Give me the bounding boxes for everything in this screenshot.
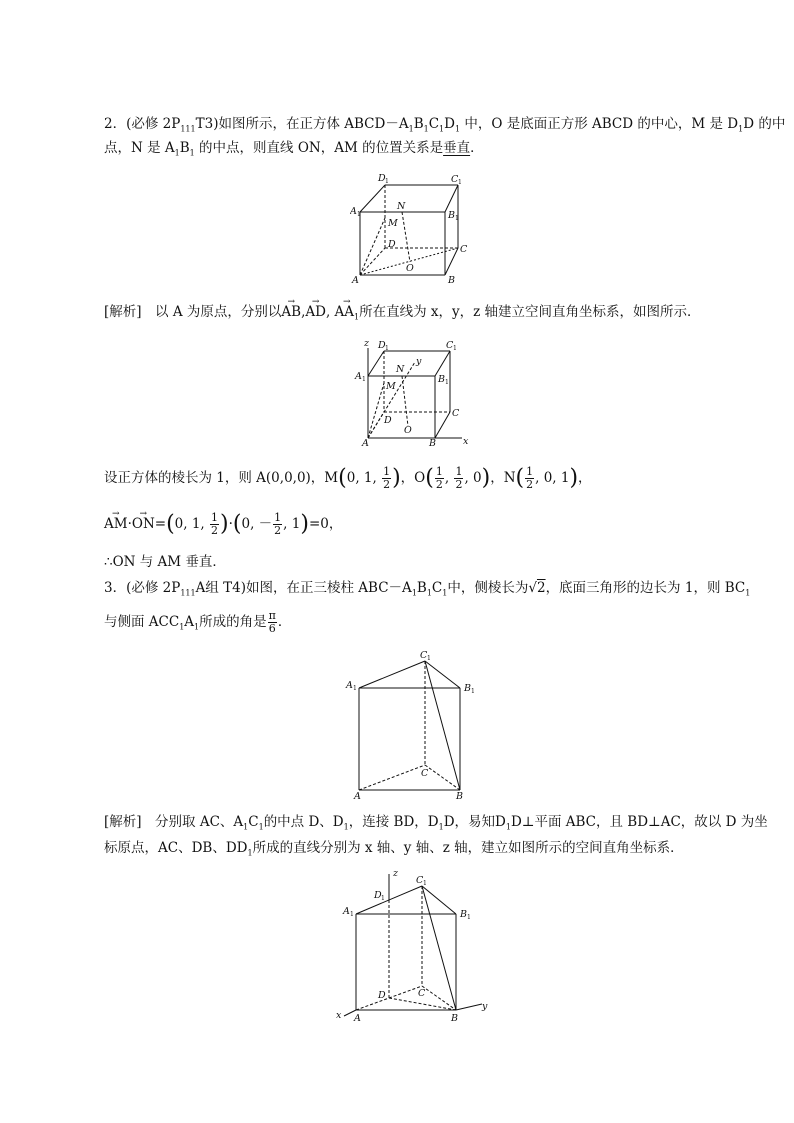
problem2-analysis: [解析] 以 A 为原点，分别以→ AB,→ AD, → $AA_1$所在直线为 x，y，z 轴建立空间直角坐标系，如图所示． — [104, 302, 701, 328]
svg-text:C: C — [420, 650, 428, 661]
svg-text:D: D — [378, 340, 386, 351]
problem3-analysis-line2: 标原点，AC、DB、$DD_1$所成的直线分别为 x 轴、y 轴、z 轴，建立如图所示的空间直角坐标系． — [104, 840, 684, 858]
svg-text:1: 1 — [455, 215, 459, 222]
svg-text:1: 1 — [427, 655, 431, 662]
svg-text:A: A — [346, 680, 353, 691]
svg-text:C: C — [421, 768, 429, 779]
svg-text:N: N — [397, 201, 406, 212]
svg-text:B: B — [456, 791, 463, 800]
svg-text:1: 1 — [458, 179, 462, 186]
cube-figure-1 — [350, 170, 470, 285]
svg-text:B: B — [448, 210, 455, 221]
svg-text:O: O — [406, 263, 414, 274]
svg-text:1: 1 — [423, 880, 427, 887]
svg-text:1: 1 — [362, 376, 366, 383]
problem2-line2: 点，N 是 $A_1B_1$ 的中点，则直线 ON，AM 的位置关系是垂直． — [104, 140, 484, 158]
cube-figure-2 — [350, 338, 475, 450]
svg-text:D: D — [388, 239, 396, 250]
svg-text:N: N — [396, 364, 405, 375]
svg-text:A: A — [362, 438, 369, 449]
conclusion-line: ∴ON 与 AM 垂直． — [104, 554, 226, 570]
svg-text:1: 1 — [353, 685, 357, 692]
svg-text:C: C — [418, 988, 426, 999]
svg-text:z: z — [393, 868, 399, 879]
dot-product-line: → AM·→ ON=(0, 1, $\frac{1}{2}$ )·(0, － $\frac{1}{2}$ , 1)=0， — [104, 512, 342, 537]
prism-figure-1 — [342, 648, 482, 800]
svg-text:C: C — [416, 875, 424, 886]
problem2-answer: 垂直 — [443, 140, 471, 156]
problem3-line1: 3．(必修 $2P_{111}A$组 T4)如图，在正三棱柱 $ABC-A_1B_1C_1$中，侧棱长为√2，底面三角形的边长为 1，则 $BC_1$ — [104, 580, 751, 598]
svg-text:1: 1 — [445, 379, 449, 386]
svg-text:A: A — [343, 906, 350, 917]
svg-text:1: 1 — [471, 688, 475, 695]
coords-line: 设正方体的棱长为 1，则 A(0,0,0)，M(0, 1, $\frac{1}{2}$ )，O( $\frac{1}{2}$ , $\frac{1}{2}$ , 0)，N( $\frac{1}{2}$ , 0, 1)， — [104, 465, 592, 491]
svg-text:B: B — [448, 275, 455, 285]
svg-text:B: B — [451, 1013, 458, 1024]
svg-text:x: x — [336, 1010, 342, 1021]
svg-text:B: B — [429, 438, 436, 449]
svg-text:z: z — [364, 338, 370, 349]
svg-text:B: B — [464, 683, 471, 694]
svg-text:1: 1 — [357, 211, 361, 218]
prism-figure-2 — [334, 866, 494, 1026]
problem2-line1: 2．(必修 $2P_{111}T3$)如图所示，在正方体 $ABCD-A_1B_1C_1D_1$ 中，O 是底面正方形 ABCD 的中心，M 是 $D_1D$ 的中 — [104, 116, 786, 134]
svg-text:C: C — [460, 244, 468, 255]
svg-text:M: M — [388, 218, 398, 229]
svg-text:M: M — [386, 381, 396, 392]
svg-text:x: x — [463, 436, 469, 447]
svg-text:y: y — [416, 356, 422, 367]
svg-text:y: y — [482, 1001, 488, 1012]
svg-text:A: A — [354, 1013, 361, 1024]
svg-text:A: A — [355, 371, 362, 382]
svg-text:C: C — [446, 340, 454, 351]
svg-text:D: D — [378, 990, 386, 1001]
svg-text:1: 1 — [467, 914, 471, 921]
svg-text:O: O — [404, 425, 412, 436]
svg-text:A: A — [354, 791, 361, 800]
svg-text:D: D — [384, 415, 392, 426]
svg-text:D: D — [374, 890, 382, 901]
svg-text:1: 1 — [350, 911, 354, 918]
svg-text:C: C — [451, 174, 459, 185]
problem3-line2: 与侧面 $ACC_1A_1$所成的角是 $\frac{\pi}{6}$ ． — [104, 609, 292, 635]
svg-text:1: 1 — [381, 895, 385, 902]
svg-text:1: 1 — [453, 345, 457, 352]
problem3-analysis-line1: [解析] 分别取 AC、$A_1C_1$的中点 D、$D_1$，连接 BD，$D_1D$，易知$D_1D\perp$平面 ABC，且 BD⊥AC，故以 D 为坐 — [104, 814, 768, 832]
svg-text:B: B — [438, 374, 445, 385]
svg-text:D: D — [378, 173, 386, 184]
svg-text:1: 1 — [385, 345, 389, 352]
svg-text:A: A — [350, 206, 357, 217]
svg-text:B: B — [460, 909, 467, 920]
svg-text:C: C — [452, 408, 460, 419]
svg-text:A: A — [352, 275, 359, 285]
svg-text:1: 1 — [385, 178, 389, 185]
